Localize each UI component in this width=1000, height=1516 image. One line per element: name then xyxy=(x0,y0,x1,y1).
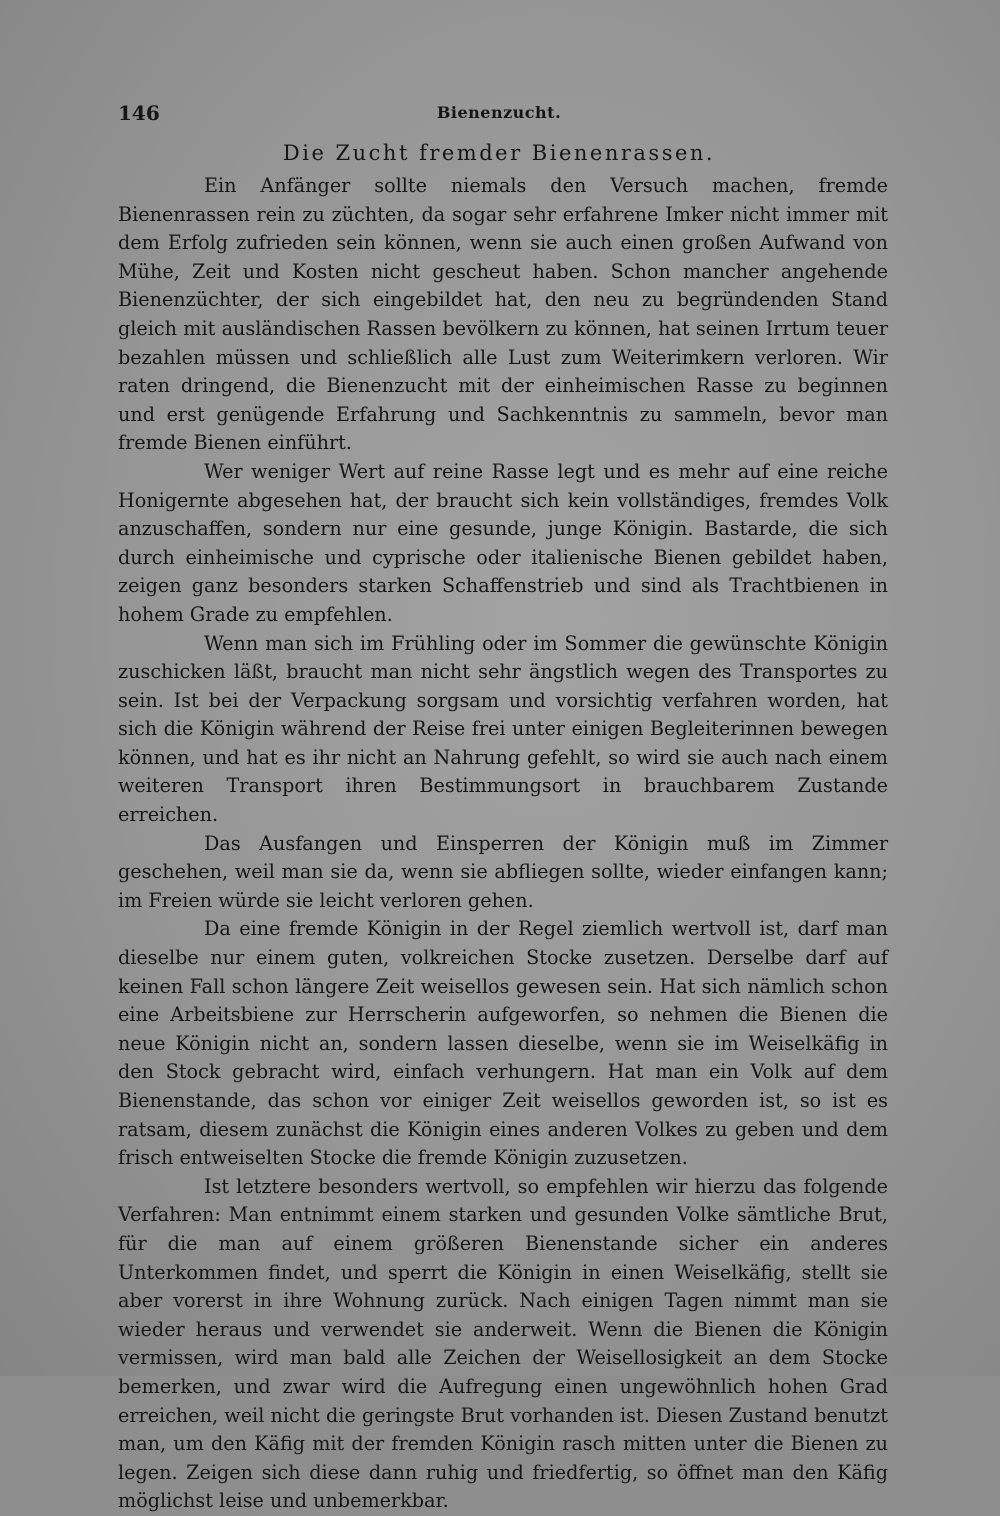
page-number: 146 xyxy=(118,101,160,125)
body-text xyxy=(118,172,888,1516)
paragraph: Das Ausfangen und Einsperren der Königin muß im Zimmer geschehen, weil man sie da, wenn sie abfliegen sollte, wieder einfangen kann; im Freien würde sie leicht verloren gehen. xyxy=(118,831,888,912)
paragraph: Da eine fremde Königin in der Regel ziemlich wertvoll ist, darf man dieselbe nur einem guten, volkreichen Stocke zusetzen. Derselbe darf auf keinen Fall schon längere Zeit weisellos gewesen sein. Hat sich nämlich schon eine Arbeitsbiene zur Herrscherin aufgeworfen, so nehmen die Bienen die neue Königin nicht an, sondern lassen dieselbe, wenn sie im Weiselkäfig in den Stock gebracht wird, einfach verhungern. Hat man ein Volk auf dem Bienenstande, das schon vor einiger Zeit weisellos geworden ist, so ist es ratsam, diesem zunächst die Königin eines anderen Volkes zu geben und dem frisch entweiselten Stocke die fremde Königin zuzusetzen. xyxy=(118,917,888,1170)
running-title: Bienenzucht. xyxy=(436,103,562,122)
paragraph: Ein Anfänger sollte niemals den Versuch machen, fremde Bienenrassen rein zu züchten, da sogar sehr erfahrene Imker nicht immer mit dem Erfolg zufrieden sein können, wenn sie auch einen großen Aufwand von Mühe, Zeit und Kosten nicht gescheut haben. Schon mancher angehende Bienenzüchter, der sich eingebildet hat, den neu zu begründenden Stand gleich mit ausländischen Rassen bevölkern zu können, hat seinen Irrtum teuer bezahlen müssen und schließlich alle Lust zum Weiterimkern verloren. Wir raten dringend, die Bienenzucht mit der einheimischen Rasse zu beginnen und erst genügende Erfahrung und Sachkenntnis zu sammeln, bevor man fremde Bienen einführt. xyxy=(118,174,888,455)
paragraph: Wer weniger Wert auf reine Rasse legt und es mehr auf eine reiche Honigernte abgesehen hat, der braucht sich kein vollständiges, fremdes Volk anzuschaffen, sondern nur eine gesunde, junge Königin. Bastarde, die sich durch einheimische und cyprische oder italienische Bienen gebildet haben, zeigen ganz besonders starken Schaffenstrieb und sind als Trachtbienen in hohem Grade zu empfehlen. xyxy=(118,459,888,626)
paragraph: Ist letztere besonders wertvoll, so empfehlen wir hierzu das folgende Verfahren: Man entnimmt einem starken und gesunden Volke sämtliche Brut, für die man auf einem größeren Bienenstande sicher ein anderes Unterkommen findet, und sperrt die Königin in einen Weiselkäfig, stellt sie aber vorerst in ihre Wohnung zurück. Nach einigen Tagen nimmt man sie wieder heraus und verwendet sie anderweit. Wenn die Bienen die Königin vermissen, wird man bald alle Zeichen der Weisellosigkeit an dem Stocke bemerken, und zwar wird die Aufregung einen ungewöhnlich hohen Grad erreichen, weil nicht die geringste Brut vorhanden ist. Diesen Zustand benutzt man, um den Käfig mit der fremden Königin rasch mitten unter die Bienen zu legen. Zeigen sich diese dann ruhig und friedfertig, so öffnet man den Käfig möglichst leise und unbemerkbar. xyxy=(118,1174,888,1513)
page-header xyxy=(118,101,880,129)
section-title: Die Zucht fremder Bienenrassen. xyxy=(282,141,716,165)
paragraph: Wenn man sich im Frühling oder im Sommer die gewünschte Königin zuschicken läßt, braucht man nicht sehr ängstlich wegen des Transportes zu sein. Ist bei der Verpackung sorgsam und vorsichtig verfahren worden, hat sich die Königin während der Reise frei unter einigen Begleiterinnen bewegen können, und hat es ihr nicht an Nahrung gefehlt, so wird sie auch nach einem weiteren Transport ihren Bestimmungsort in brauchbarem Zustande erreichen. xyxy=(118,631,888,827)
